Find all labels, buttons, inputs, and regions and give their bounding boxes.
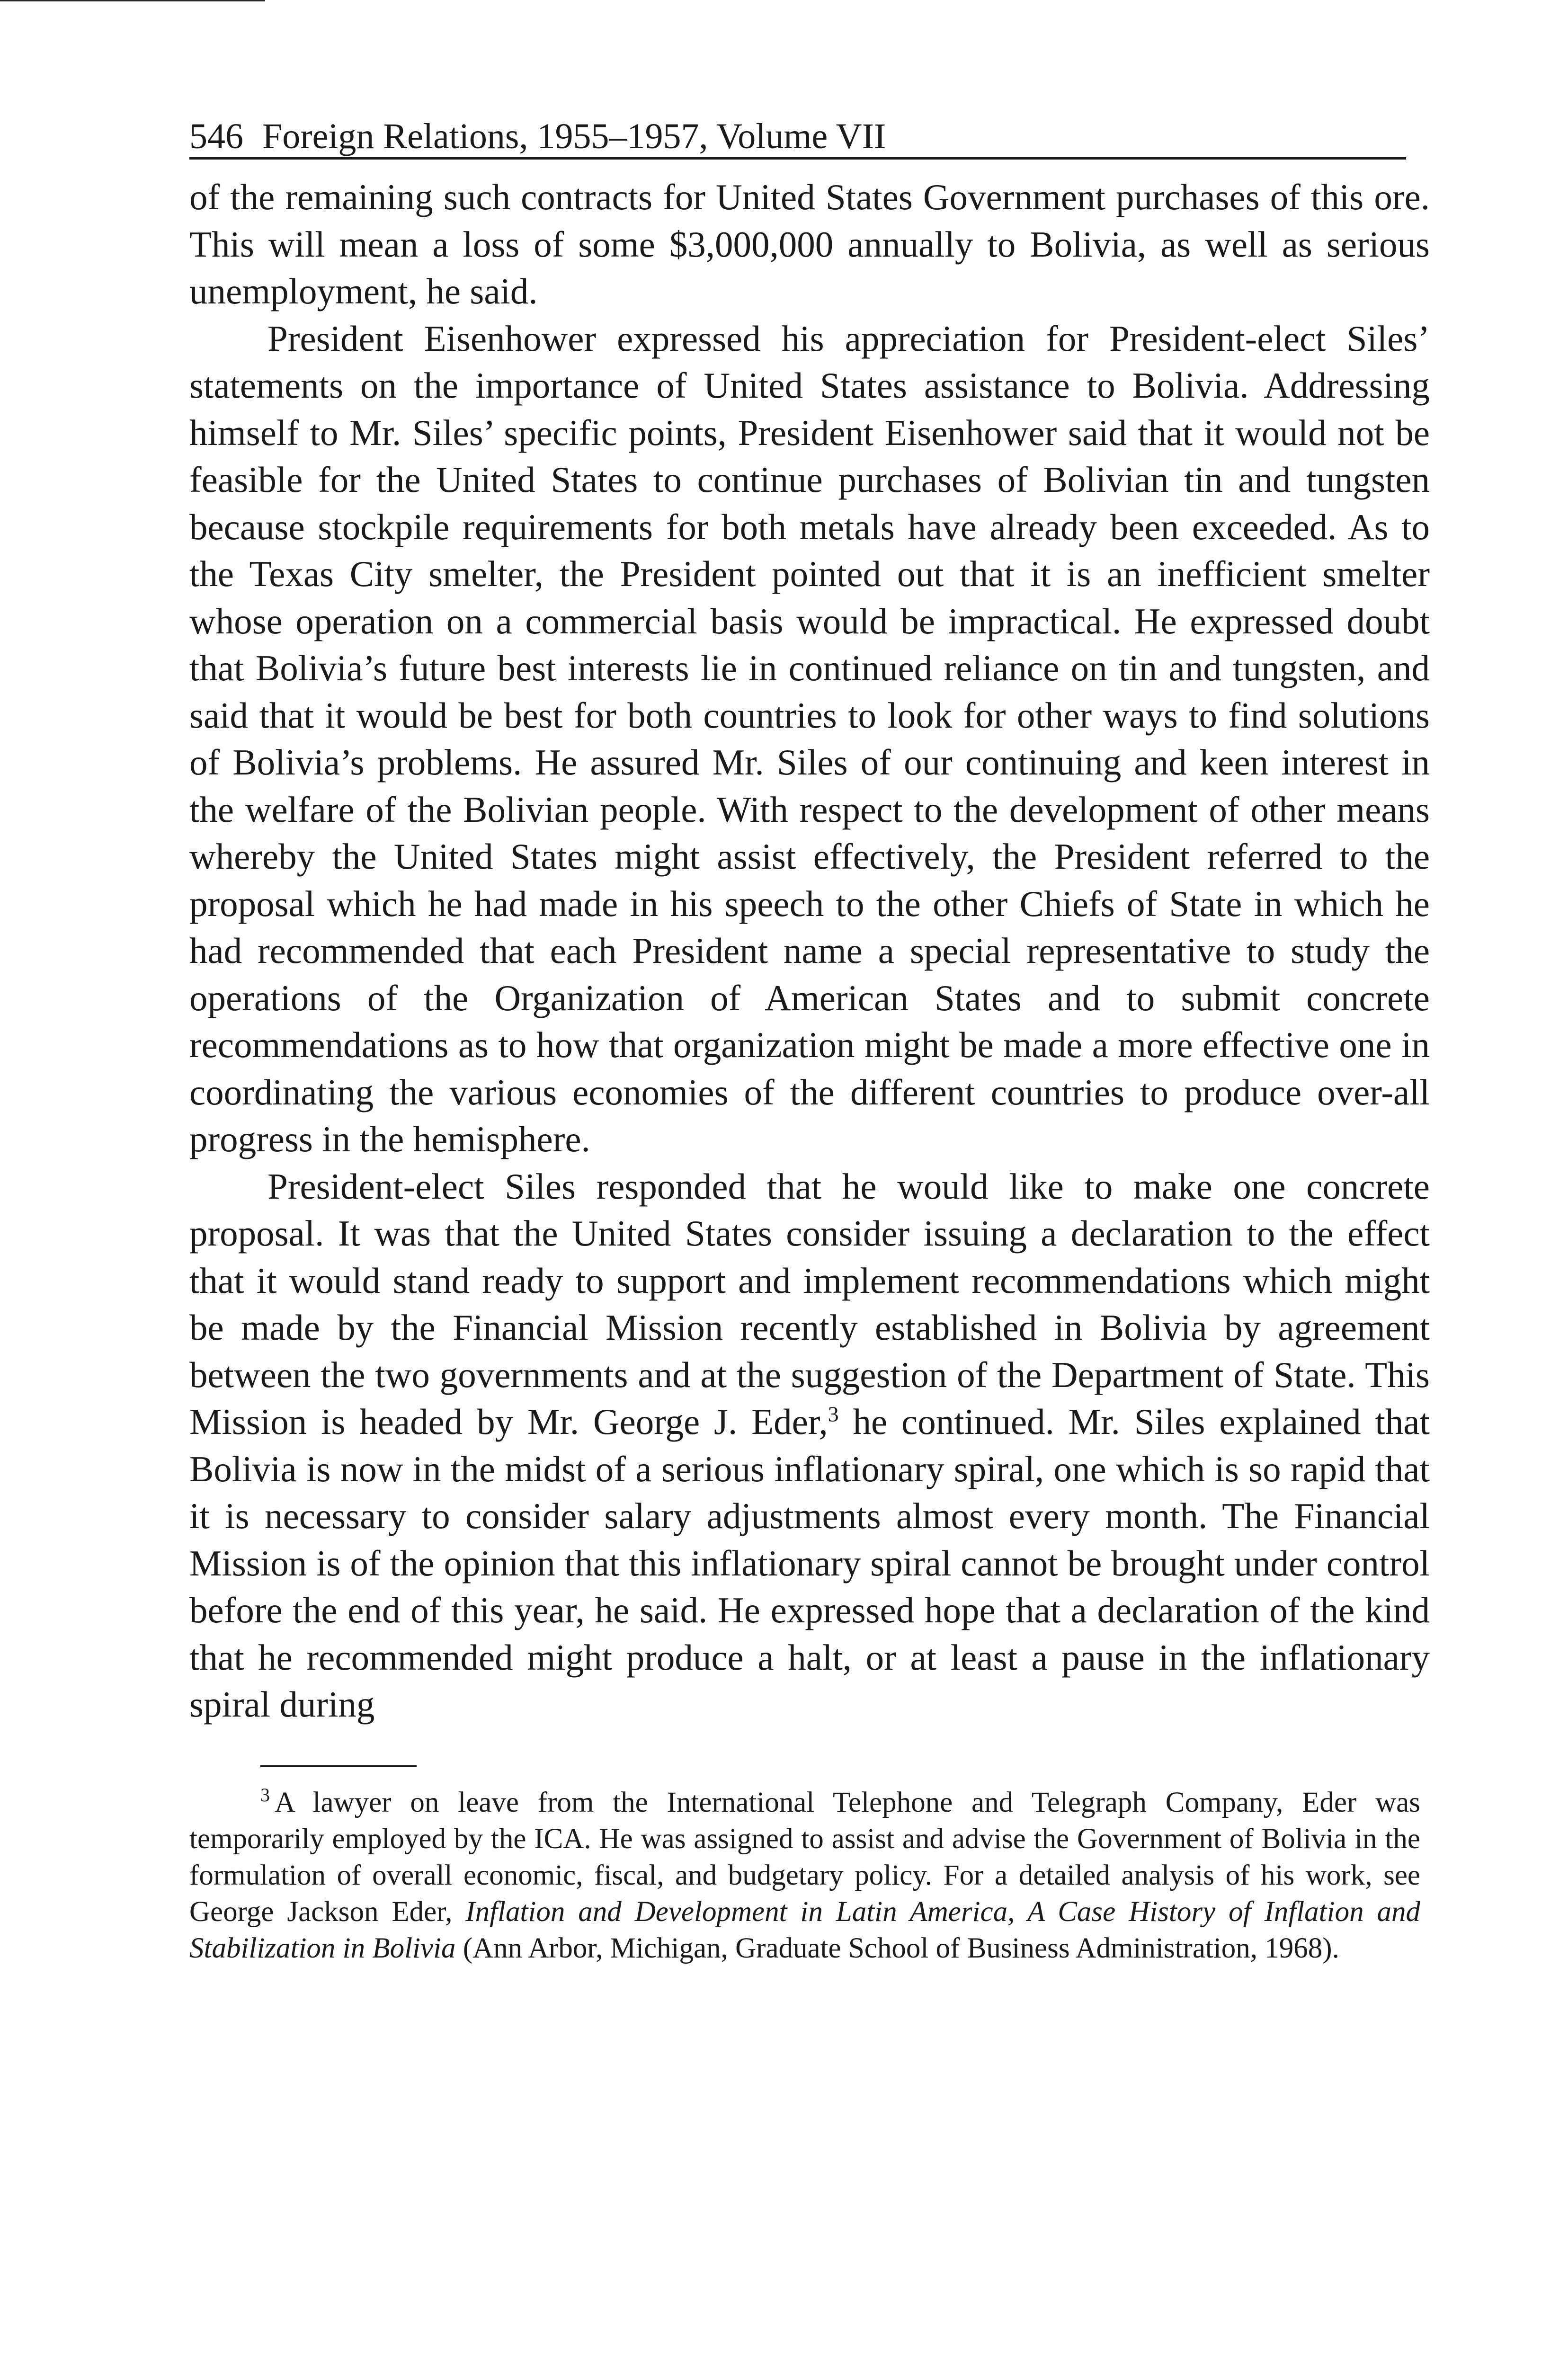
page-number: 546 xyxy=(189,116,243,156)
running-header xyxy=(189,118,1406,160)
footnote-reference[interactable]: 3 xyxy=(828,1402,839,1426)
corner-rule xyxy=(0,0,265,1)
footnote xyxy=(189,1784,1420,1967)
paragraph-2: President Eisenhower expressed his appreciation for President-elect Siles’ statements on the importance of United States assistance to Bolivia. Addressing himself to Mr. Siles’ specific points, President Eisenhower said that it would not be feasible for the United States to continue purchases of Bolivian tin and tungsten because stockpile requirements for both metals have already been exceeded. As to the Texas City smelter, the President pointed out that it is an inefficient smelter whose operation on a commercial basis would be impractical. He expressed doubt that Bolivia’s future best interests lie in continued reliance on tin and tungsten, and said that it would be best for both countries to look for other ways to find solutions of Bolivia’s problems. He assured Mr. Siles of our continuing and keen interest in the welfare of the Bolivian people. With respect to the development of other means whereby the United States might assist effectively, the President referred to the proposal which he had made in his speech to the other Chiefs of State in which he had recommended that each President name a special representative to study the operations of the Organization of American States and to submit concrete recommendations as to how that organization might be made a more effective one in coordinating the various economies of the different countries to produce over-all progress in the hemisphere. xyxy=(189,318,1430,1159)
paragraph-3 xyxy=(189,1163,1430,1728)
footnote-text-1: A lawyer on leave from the International Telephone and Telegraph Company, Eder was temporarily employed by the ICA. He was assigned to assist and advise the Government of Bolivia in the formulation of overall economic, fiscal, and budgetary policy. For a detailed analysis of his work, see George Jackson Eder, xyxy=(189,1786,1420,1928)
paragraph-3-part-1: President-elect Siles responded that he would like to make one concrete proposal. It was that the United States consider issuing a declaration to the effect that it would stand ready to support and implement recommendations which might be made by the Financial Mission recently established in Bolivia by agreement between the two governments and at the suggestion of the Department of State. This Mission is headed by Mr. George J. Eder, xyxy=(189,1166,1430,1442)
footnote-text-2: (Ann Arbor, Michigan, Graduate School of Business Administration, 1968). xyxy=(455,1932,1339,1964)
paragraph-3-part-2: he continued. Mr. Siles explained that Bolivia is now in the midst of a serious inflationary spiral, one which is so rapid that it is necessary to consider salary adjustments almost every month. The Financial Mission is of the opinion that this inflationary spiral cannot be brought under control before the end of this year, he said. He expressed hope that a declaration of the kind that he recommended might produce a halt, or at least a pause in the inflationary spiral during xyxy=(189,1401,1430,1725)
body-text xyxy=(189,174,1430,1728)
footnote-divider xyxy=(260,1765,417,1767)
paragraph-1: of the remaining such contracts for United States Government purchases of this ore. This will mean a loss of some $3,000,000 annually to Bolivia, as well as serious unemployment, he said. xyxy=(189,177,1430,311)
running-title: Foreign Relations, 1955–1957, Volume VII xyxy=(262,116,886,156)
document-page xyxy=(189,118,1430,1967)
footnote-marker: 3 xyxy=(260,1784,270,1806)
footnote-book-title: Inflation and Development in Latin America, A Case History of Inflation and Stabilization in Bolivia xyxy=(189,1895,1420,1964)
